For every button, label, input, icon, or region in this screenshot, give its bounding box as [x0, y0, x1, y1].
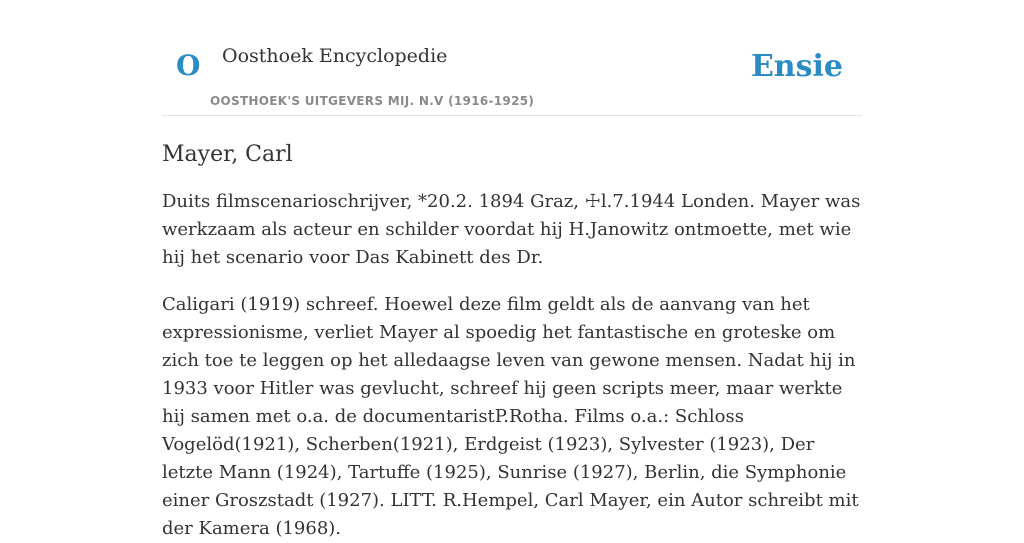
source-logo[interactable]: O [176, 49, 201, 82]
source-header [162, 0, 862, 116]
entry-paragraph: Duits filmscenarioschrijver, *20.2. 1894 Graz, ☩l.7.1944 Londen. Mayer was werkzaam als acteur en schilder voordat hij H.Janowitz ontmoette, met wie hij het scenario voor Das Kabinett des Dr. [162, 190, 861, 268]
page [162, 0, 862, 543]
source-publisher: OOSTHOEK'S UITGEVERS MIJ. N.V (1916-1925) [210, 94, 535, 108]
brand-logo-link[interactable]: Ensie [750, 49, 843, 84]
source-title-link[interactable]: Oosthoek Encyclopedie [222, 45, 448, 67]
entry-title: Mayer, Carl [162, 142, 293, 167]
entry-paragraph: Caligari (1919) schreef. Hoewel deze film geldt als de aanvang van het expressionisme, verliet Mayer al spoedig het fantastische en groteske om zich toe te leggen op het alledaagse leven van gewone mensen. Nadat hij in 1933 voor Hitler was gevlucht, schreef hij geen scripts meer, maar werkte hij samen met o.a. de documentaristP.Rotha. Films o.a.: Schloss Vogelöd(1921), Scherben(1921), Erdgeist (1923), Sylvester (1923), Der letzte Mann (1924), Tartuffe (1925), Sunrise (1927), Berlin, die Symphonie einer Groszstadt (1927). LITT. R.Hempel, Carl Mayer, ein Autor schreibt mit der Kamera (1968). [162, 293, 859, 539]
entry-body [162, 188, 862, 543]
